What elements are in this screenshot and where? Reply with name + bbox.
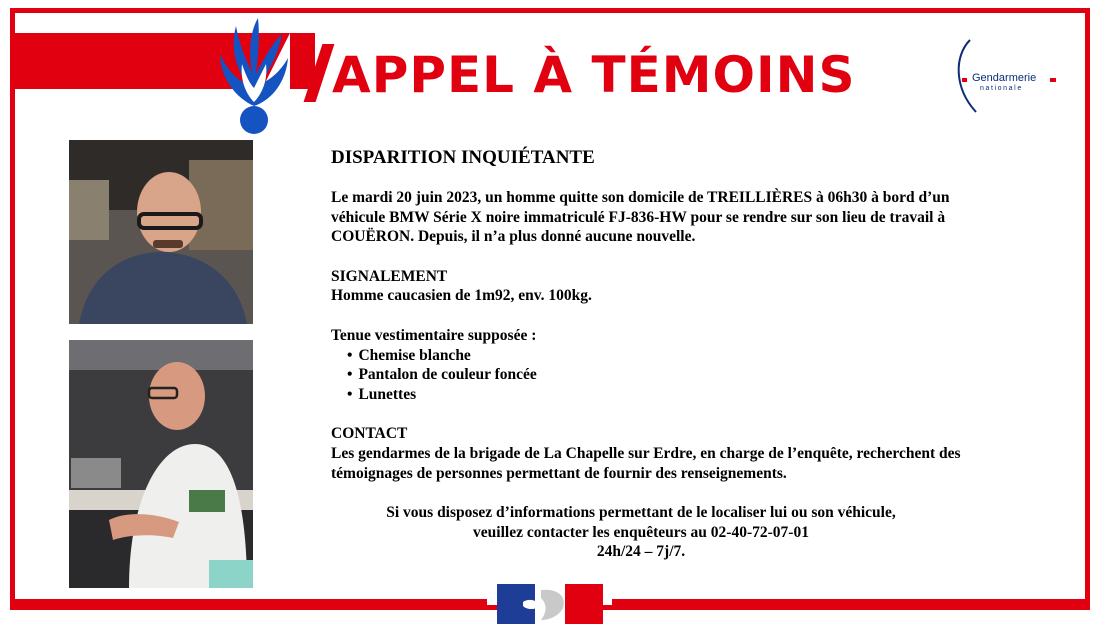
description-text: Homme caucasien de 1m92, env. 100kg. [331,287,592,305]
description-title: SIGNALEMENT [331,267,448,285]
clothing-item-label: Chemise blanche [358,346,471,364]
contact-line: témoignages de personnes permettant de fournir des renseignements. [331,464,787,482]
clothing-item [347,365,1021,385]
appeal-line-hours: 24h/24 – 7j/7. [596,543,686,561]
contact-line: Les gendarmes de la brigade de La Chapelle sur Erdre, en charge de l’enquête, recherchent des [331,444,961,462]
footer-band-left [15,599,487,605]
clothing-item-label: Pantalon de couleur foncée [358,366,537,384]
footer-band-right [612,599,1085,605]
missing-person-photo-portrait [69,140,253,324]
clothing-item [347,346,1021,366]
agency-name: Gendarmerie [972,72,1037,84]
marianne-logo [497,584,603,624]
marianne-flag-icon [497,584,603,624]
gendarmerie-logo [950,36,1070,116]
clothing-item [347,385,1021,405]
agency-subtitle: nationale [980,85,1023,92]
clothing-item-label: Lunettes [358,385,417,403]
missing-person-photo-kitchen [69,340,253,588]
intro-line: véhicule BMW Série X noire immatriculé FJ-836-HW pour se rendre sur son lieu de travail à [331,208,946,226]
contact-title: CONTACT [331,425,408,443]
appeal-line: Si vous disposez d’informations permettant de le localiser lui ou son véhicule, [386,504,896,522]
clothing-title: Tenue vestimentaire supposée : [331,326,537,344]
appeal-line-phone: veuillez contacter les enquêteurs au 02-40-72-07-01 [473,523,809,541]
intro-line: COUËRON. Depuis, il n’a plus donné aucune nouvelle. [331,228,696,246]
poster-title: APPEL À TÉMOINS [332,46,856,104]
gendarmerie-grenade-icon [206,14,298,140]
notice-heading: DISPARITION INQUIÉTANTE [331,147,595,168]
appeal-block [331,503,951,562]
clothing-list [331,346,1021,405]
notice-body [331,146,1021,562]
intro-line: Le mardi 20 juin 2023, un homme quitte son domicile de TREILLIÈRES à 06h30 à bord d’un [331,189,950,206]
